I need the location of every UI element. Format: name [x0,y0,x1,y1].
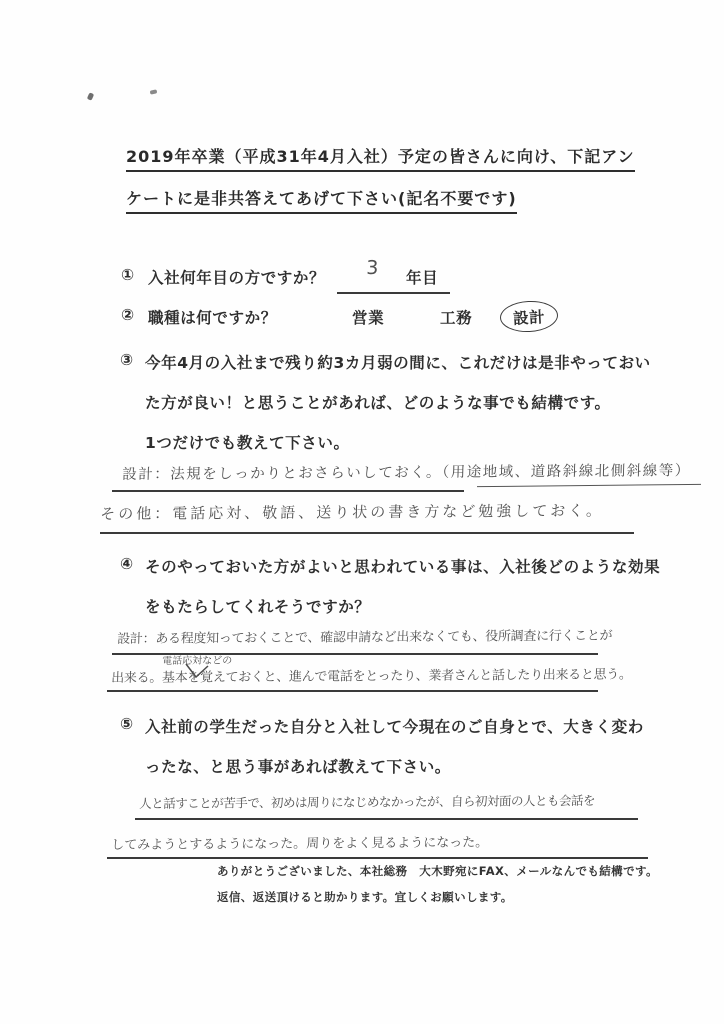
question2-option-sekkei: 設計 [512,307,546,328]
question2-number: ② [121,306,135,324]
question5-handwritten-answer-line1: 人と話すことが苦手で、初めは周りになじめなかったが、自ら初対面の人とも会話を [139,792,596,811]
selected-option-circle [499,300,559,334]
question3-answer-line1-rule [112,490,464,492]
footer-thanks-line2: 返信、返送頂けると助かります。宜しくお願いします。 [217,890,513,904]
question4-answer-line2-rule [107,690,598,692]
footer-thanks-line1: ありがとうございました、本社総務 大木野宛にFAX、メールなんでも結構です。 [217,864,658,878]
scan-speck [87,92,94,100]
question4-handwritten-answer-line1: 設計：ある程度知っておくことで、確認申請など出来なくても、役所調査に行くことが [117,628,613,647]
question4-handwritten-answer-line2: 出来る。基本を覚えておくと、進んで電話をとったり、業者さんと話したり出来ると思う。 [111,667,632,686]
question5-answer-line2-rule [107,857,648,859]
question3-text-line2: た方が良い！と思うことがあれば、どのような事でも結構です。 [145,394,611,412]
question2-label: 職種は何ですか？ [148,309,277,327]
question1-answer-suffix: 年目 [406,269,439,287]
question1-handwritten-answer: 3 [366,256,379,279]
question5-answer-line1-rule [135,818,638,820]
question3-answer-line2-rule [100,532,634,534]
question1-label: 入社何年目の方ですか？ [148,269,326,287]
question5-text-line1: 入社前の学生だった自分と入社して今現在のご自身とで、大きく変わ [145,718,644,736]
question5-handwritten-answer-line2: してみようとするようになった。周りをよく見るようになった。 [111,835,489,853]
form-title-line1: 2019年卒業（平成31年4月入社）予定の皆さんに向け、下記アン [126,144,635,172]
question2-option-komu: 工務 [440,309,473,327]
question5-number: ⑤ [120,715,134,733]
question4-number: ④ [120,555,134,573]
question1-answer-line [337,292,450,294]
question3-answer-line1-hand-underline [477,484,701,488]
scan-speck [150,89,158,94]
question3-text-line1: 今年4月の入社まで残り約3カ月弱の間に、これだけは是非やっておい [145,354,651,372]
question3-text-line3: 1つだけでも教えて下さい。 [145,434,350,452]
question5-text-line2: ったな、と思う事があれば教えて下さい。 [145,758,451,776]
question3-handwritten-answer-line1: 設計：法規をしっかりとおさらいしておく。（用途地域、道路斜線北側斜線等） [122,463,691,483]
question4-text-line1: そのやっておいた方がよいと思われている事は、入社後どのような効果 [145,558,661,576]
question4-handwritten-insertion: 電話応対などの [162,655,233,667]
question2-option-eigyo: 営業 [352,309,385,327]
question3-handwritten-answer-line2: その他：電話応対、敬語、送り状の書き方など勉強しておく。 [100,501,605,523]
form-title-line2: ケートに是非共答えてあげて下さい(記名不要です) [126,186,517,214]
question4-text-line2: をもたらしてくれそうですか？ [145,598,371,616]
question3-number: ③ [120,351,134,369]
question1-number: ① [121,266,135,284]
